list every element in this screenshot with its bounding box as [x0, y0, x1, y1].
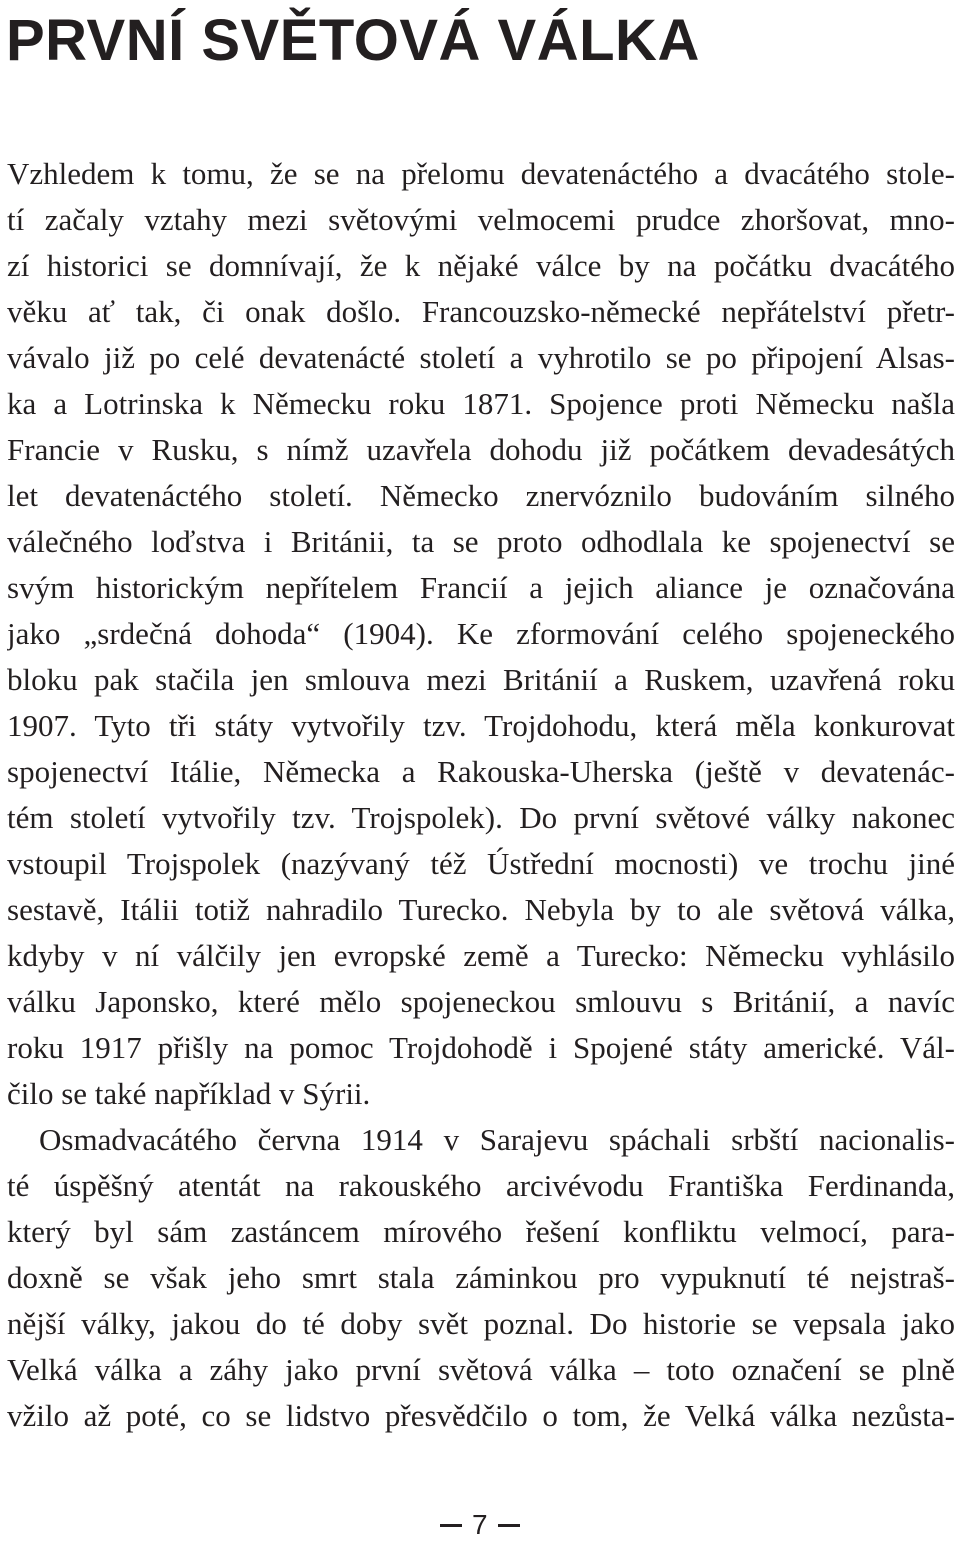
paragraph-1-line: čilo se také například v Sýrii. — [7, 1076, 371, 1111]
paragraph-2-line: té úspěšný atentát na rakouského arcivévodu Františka Ferdinanda, — [7, 1168, 955, 1203]
paragraph-1-line: kdyby v ní válčily jen evropské země a Turecko: Německu vyhlásilo — [7, 938, 955, 973]
paragraph-1-line: bloku pak stačila jen smlouva mezi Británií a Ruskem, uzavřená roku — [7, 662, 955, 697]
paragraph-1-line: let devatenáctého století. Německo znervóznilo budováním silného — [7, 478, 955, 513]
paragraph-1-line: věku ať tak, či onak došlo. Francouzsko-německé nepřátelství přetr- — [7, 294, 955, 329]
paragraph-1-line: vstoupil Trojspolek (nazývaný též Ústřední mocnosti) ve trochu jiné — [7, 846, 955, 881]
paragraph-1-line: tém století vytvořily tzv. Trojspolek). Do první světové války nakonec — [7, 800, 955, 835]
paragraph-1-line: zí historici se domnívají, že k nějaké válce by na počátku dvacátého — [7, 248, 955, 283]
paragraph-1-line: tí začaly vztahy mezi světovými velmocemi prudce zhoršovat, mno- — [7, 202, 955, 237]
paragraph-1-line: Francie v Rusku, s nímž uzavřela dohodu již počátkem devadesátých — [7, 432, 955, 467]
right-dash-ornament — [498, 1524, 520, 1527]
paragraph-1-line: roku 1917 přišly na pomoc Trojdohodě i Spojené státy americké. Vál- — [7, 1030, 955, 1065]
paragraph-1-line: Vzhledem k tomu, že se na přelomu devatenáctého a dvacátého stole- — [7, 156, 955, 191]
chapter-title: PRVNÍ SVĚTOVÁ VÁLKA — [6, 8, 700, 73]
paragraph-1-line: ka a Lotrinska k Německu roku 1871. Spojence proti Německu našla — [7, 386, 955, 421]
paragraph-1-line: 1907. Tyto tři státy vytvořily tzv. Trojdohodu, která měla konkurovat — [7, 708, 955, 743]
paragraph-2-line: doxně se však jeho smrt stala záminkou pro vypuknutí té nejstraš- — [7, 1260, 955, 1295]
paragraph-1-line: svým historickým nepřítelem Francií a jejich aliance je označována — [7, 570, 955, 605]
paragraph-1-line: jako „srdečná dohoda“ (1904). Ke zformování celého spojeneckého — [7, 616, 955, 651]
page-number-group — [440, 1508, 520, 1542]
paragraph-2-line: nější války, jakou do té doby svět poznal. Do historie se vepsala jako — [7, 1306, 955, 1341]
body-text — [7, 151, 955, 1439]
paragraph-2-line: který byl sám zastáncem mírového řešení konfliktu velmocí, para- — [7, 1214, 955, 1249]
page-number: 7 — [472, 1509, 488, 1540]
left-dash-ornament — [440, 1524, 462, 1527]
paragraph-2-line: Velká válka a záhy jako první světová válka – toto označení se plně — [7, 1352, 955, 1387]
paragraph-1-line: spojenectví Itálie, Německa a Rakouska-Uherska (ještě v devatenác- — [7, 754, 955, 789]
paragraph-1-line: válečného loďstva i Británii, ta se proto odhodlala ke spojenectví se — [7, 524, 955, 559]
paragraph-1-line: válku Japonsko, které mělo spojeneckou smlouvu s Británií, a navíc — [7, 984, 955, 1019]
paragraph-1-line: vávalo již po celé devatenácté století a vyhrotilo se po připojení Alsas- — [7, 340, 955, 375]
paragraph-2-line: vžilo až poté, co se lidstvo přesvědčilo o tom, že Velká válka nezůsta- — [7, 1398, 955, 1433]
paragraph-2-line: Osmadvacátého června 1914 v Sarajevu spáchali srbští nacionalis- — [39, 1122, 955, 1157]
page-footer — [0, 1508, 960, 1542]
paragraph-1-line: sestavě, Itálii totiž nahradilo Turecko. Nebyla by to ale světová válka, — [7, 892, 955, 927]
